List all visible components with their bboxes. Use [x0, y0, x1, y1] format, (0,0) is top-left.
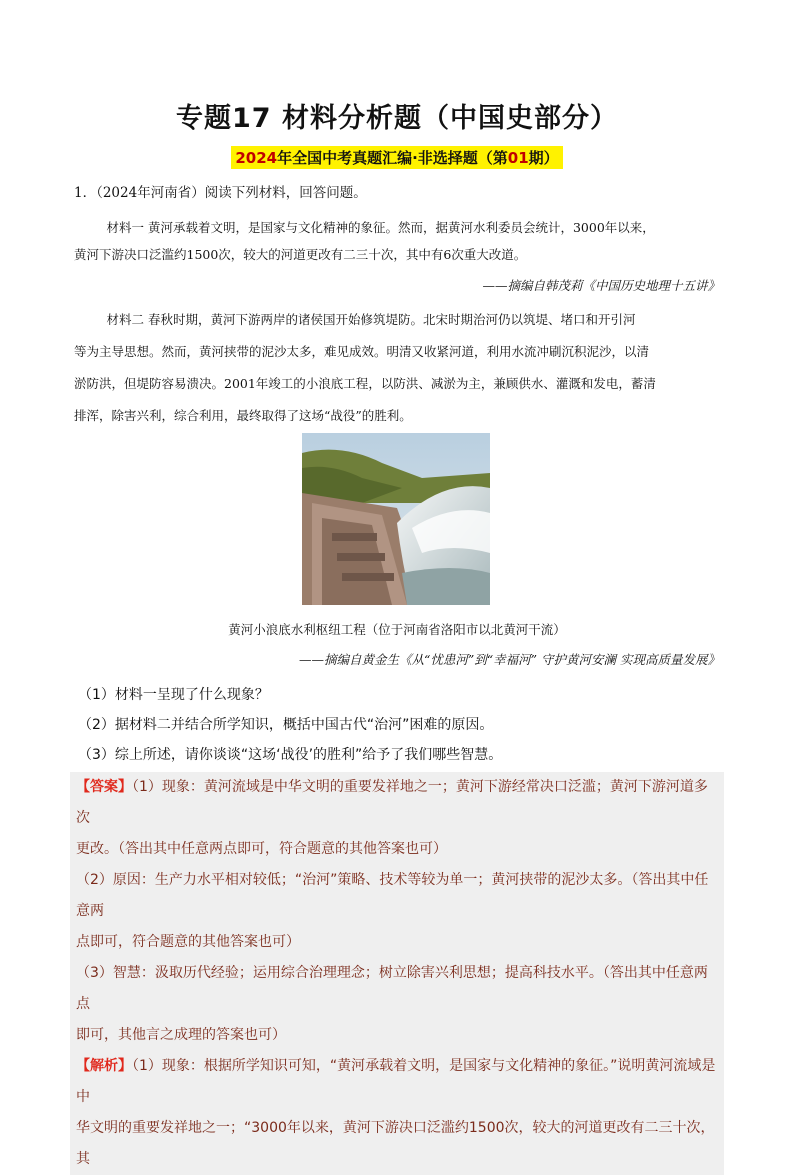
subtitle-issue: 01: [507, 149, 529, 167]
material1-line1: 材料一 黄河承载着文明，是国家与文化精神的象征。然而，据黄河水利委员会统计，3000年以来，: [106, 220, 655, 235]
answer-tag: 【答案】: [76, 779, 132, 795]
sub-question-1: （1）材料一呈现了什么现象？: [78, 687, 269, 703]
sub-question-3: （3）综上所述，请你谈谈“这场‘战役’的胜利”给予了我们哪些智慧。: [78, 747, 503, 763]
answer-block: [70, 772, 724, 1175]
analysis-line-1: [70, 1051, 724, 1113]
answer-line-1: [70, 772, 724, 834]
answer-3-line2: 即可，其他言之成理的答案也可）: [76, 1027, 286, 1043]
answer-2-line1: （2）原因：生产力水平相对较低；“治河”策略、技术等较为单一；黄河挟带的泥沙太多。（答出其中任意两: [76, 872, 709, 919]
question-number-line: 1．（2024年河南省）阅读下列材料，回答问题。: [74, 185, 367, 201]
image-caption: 黄河小浪底水利枢纽工程（位于河南省洛阳市以北黄河干流）: [228, 622, 566, 637]
subtitle-text: 年全国中考真题汇编·非选择题（第: [277, 149, 508, 167]
material2-line4: 排浑，除害兴利，综合利用，最终取得了这场“战役”的胜利。: [74, 408, 412, 423]
subtitle-year: 2024: [235, 149, 278, 167]
answer-3-line1: （3）智慧：汲取历代经验；运用综合治理理念；树立除害兴利思想；提高科技水平。（答出其中任意两点: [76, 965, 708, 1012]
page-subtitle: [231, 146, 562, 169]
answer-2-line2: 点即可，符合题意的其他答案也可）: [76, 934, 300, 950]
dam-illustration: [302, 433, 490, 605]
answer-1-line2: 更改。（答出其中任意两点即可，符合题意的其他答案也可）: [76, 841, 447, 857]
material1-line2: 黄河下游决口泛滥约1500次，较大的河道更改有二三十次，其中有6次重大改道。: [74, 247, 527, 262]
answer-1-line1: （1）现象：黄河流域是中华文明的重要发祥地之一；黄河下游经常决口泛滥；黄河下游河道多次: [76, 779, 708, 826]
analysis-tag: 【解析】: [76, 1058, 132, 1074]
material2-source: ——摘编自黄金生《从“忧患河”到“幸福河” 守护黄河安澜 实现高质量发展》: [298, 652, 720, 667]
sub-question-2: （2）据材料二并结合所学知识，概括中国古代“治河”困难的原因。: [78, 717, 494, 733]
material1-source: ——摘编自韩茂莉《中国历史地理十五讲》: [482, 278, 720, 293]
material2-line3: 淤防洪，但堤防容易溃决。2001年竣工的小浪底工程，以防洪、减淤为主，兼顾供水、灌溉和发电，蓄清: [74, 376, 656, 391]
subtitle-end: 期）: [528, 149, 559, 167]
analysis-1-line2: 华文明的重要发祥地之一；“3000年以来，黄河下游决口泛滥约1500次，较大的河道更改有二三十次，其: [76, 1120, 715, 1167]
material2-line2: 等为主导思想。然而，黄河挟带的泥沙太多，难见成效。明清又收紧河道，利用水流冲刷沉积泥沙，以清: [74, 344, 650, 359]
subtitle-wrap: [0, 146, 794, 169]
page-title: 专题17 材料分析题（中国史部分）: [176, 103, 618, 134]
analysis-1-line1: （1）现象：根据所学知识可知，“黄河承载着文明，是国家与文化精神的象征。”说明黄河流域是中: [76, 1058, 716, 1105]
material2-line1: 材料二 春秋时期，黄河下游两岸的诸侯国开始修筑堤防。北宋时期治河仍以筑堤、堵口和开引河: [106, 312, 636, 327]
xiaolangdi-dam-photo: [302, 433, 490, 605]
